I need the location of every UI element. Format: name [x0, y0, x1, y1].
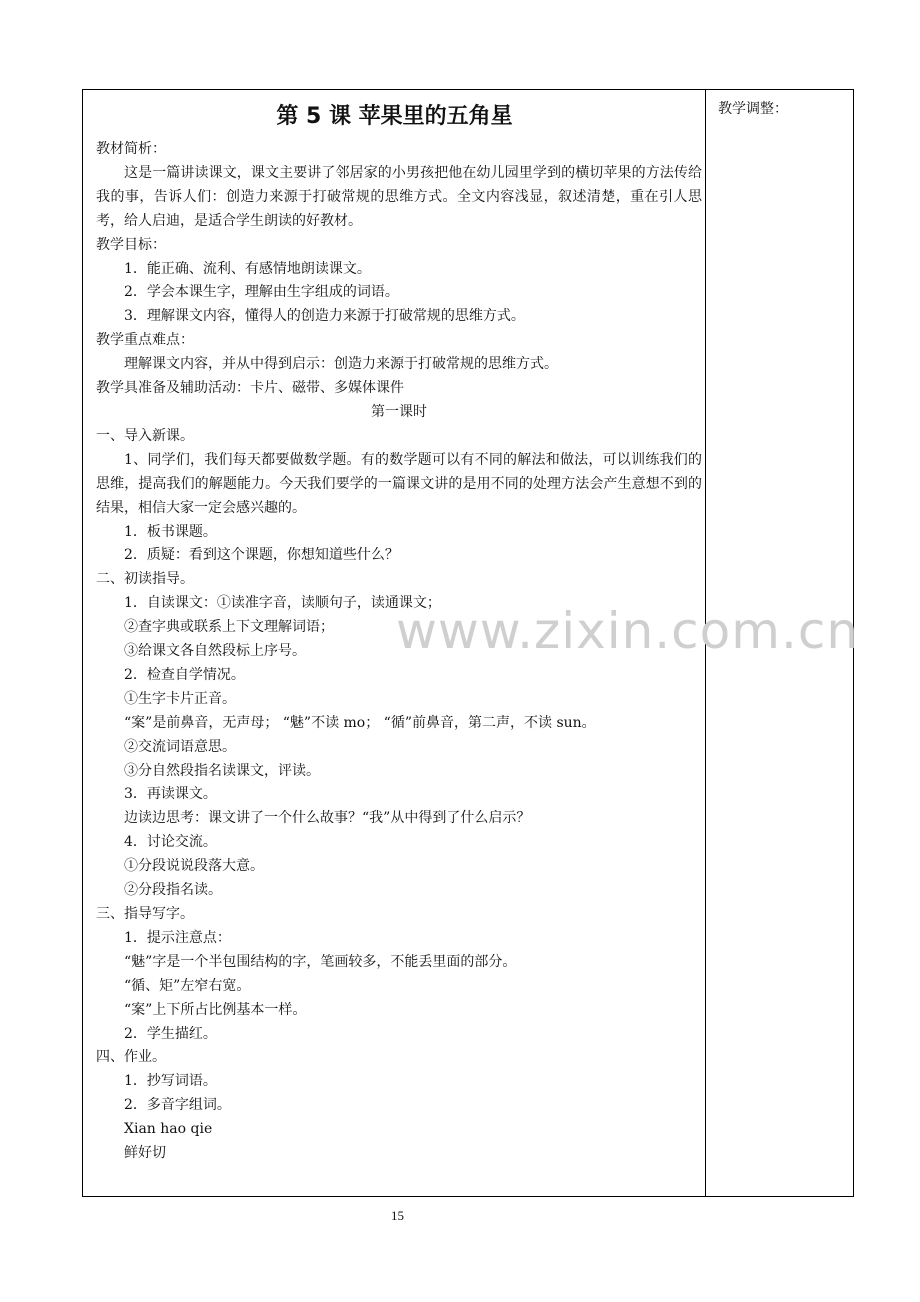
content-line: 2．学生描红。: [124, 1025, 217, 1042]
content-line: 2．多音字组词。: [124, 1097, 231, 1114]
content-line: 理解课文内容，并从中得到启示：创造力来源于打破常规的思维方式。: [124, 356, 558, 373]
content-line: 3．再读课文。: [124, 786, 217, 803]
content-line: 教学重点难点：: [96, 332, 194, 349]
content-line: 2．质疑：看到这个课题，你想知道些什么？: [124, 547, 399, 564]
watermark: www.zixin.com.cn: [396, 602, 860, 660]
content-line: 四、作业。: [96, 1049, 166, 1066]
content-line: 1、同学们，我们每天都要做数学题。有的数学题可以有不同的解法和做法，可以训练我们的思维，提高我们的解题能力。今天我们要学的一篇课文讲的是用不同的处理方法会产生意想不到的结果，相信大家一定会感兴趣的。: [96, 451, 702, 516]
content-line: ③分自然段指名读课文，评读。: [124, 762, 320, 779]
content-line: “魅”字是一个半包围结构的字，笔画较多，不能丢里面的部分。: [124, 953, 517, 970]
content-line: Xian hao qie: [124, 1121, 213, 1138]
content-line: 第一课时: [371, 403, 427, 420]
content-line: ②分段指名读。: [124, 882, 222, 899]
content-line: 三、指导写字。: [96, 906, 194, 922]
content-line: ③给课文各自然段标上序号。: [124, 643, 306, 660]
content-line: 2．学会本课生字，理解由生字组成的词语。: [124, 284, 399, 301]
content-line: 1．抄写词语。: [124, 1073, 217, 1090]
content-line: 4．讨论交流。: [124, 834, 217, 851]
content-line: “循、矩”左窄右宽。: [124, 977, 251, 994]
content-line: ①生字卡片正音。: [124, 690, 236, 707]
content-line: 边读边思考：课文讲了一个什么故事？“我”从中得到了什么启示？: [124, 810, 531, 827]
content-line: 3．理解课文内容，懂得人的创造力来源于打破常规的思维方式。: [124, 308, 525, 325]
content-line: 教学具准备及辅助活动：卡片、磁带、多媒体课件: [96, 380, 404, 397]
content-line: 2．检查自学情况。: [124, 666, 245, 683]
content-line: 1．板书课题。: [124, 523, 217, 540]
content-line: 教材简析：: [96, 141, 166, 157]
content-line: ①分段说说段落大意。: [124, 858, 264, 875]
content-line: 一、导入新课。: [96, 427, 194, 444]
content-line: 1．能正确、流利、有感情地朗读课文。: [124, 260, 371, 277]
content-line: ②交流词语意思。: [124, 738, 236, 755]
content-line: 1．自读课文：①读准字音，读顺句子，读通课文；: [124, 595, 441, 612]
content-line: “案”是前鼻音，无声母； “魅”不读 mo； “循”前鼻音，第二声，不读 sun。: [124, 714, 596, 731]
page-number: 15: [391, 1208, 404, 1223]
content-line: 鲜好切: [124, 1145, 166, 1162]
content-line: ②查字典或联系上下文理解词语；: [124, 619, 334, 636]
teaching-adjustment-label: 教学调整：: [718, 101, 788, 117]
content-line: 1．提示注意点：: [124, 929, 231, 946]
content-line: 二、初读指导。: [96, 571, 194, 588]
content-line: “案”上下所占比例基本一样。: [124, 1001, 307, 1018]
content-line: 教学目标：: [96, 236, 166, 253]
page-title: 第 5 课 苹果里的五角星: [276, 104, 513, 129]
content-line: 这是一篇讲读课文，课文主要讲了邻居家的小男孩把他在幼儿园里学到的横切苹果的方法传给我的事，告诉人们：创造力来源于打破常规的思维方式。全文内容浅显，叙述清楚，重在引人思考，给人启迪，是适合学生朗读的好教材。: [96, 164, 702, 229]
